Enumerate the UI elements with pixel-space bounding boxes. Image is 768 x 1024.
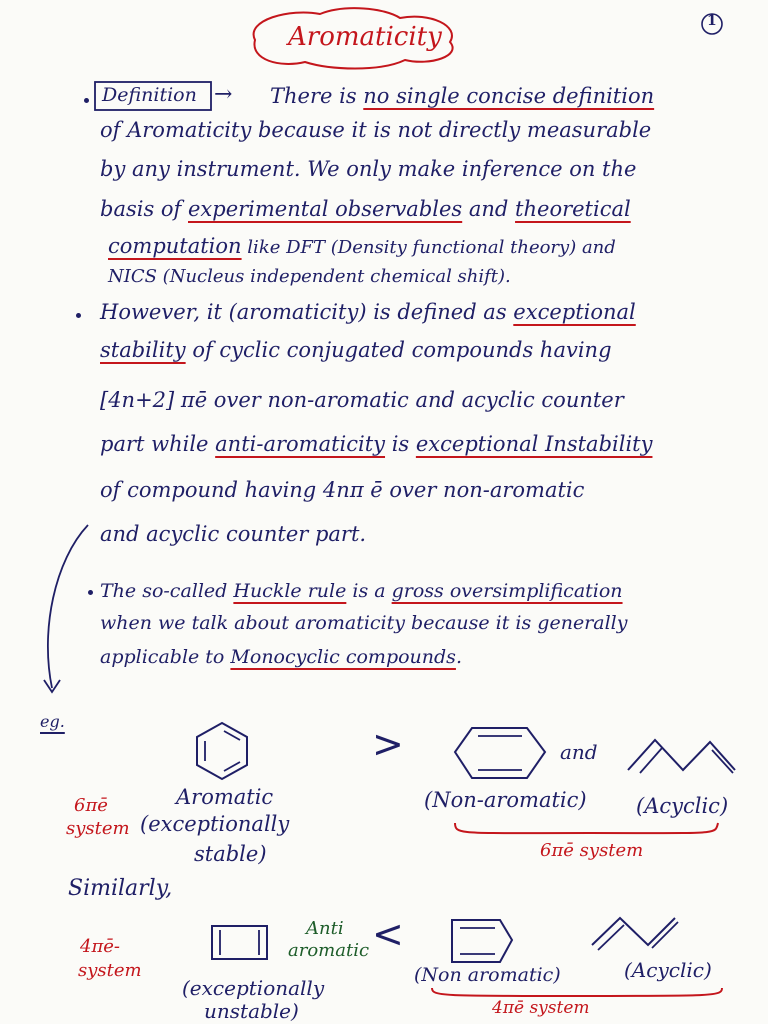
text-span: NICS (Nucleus independent chemical shift). <box>108 266 511 287</box>
text-span: when we talk about aromaticity because it is generally <box>100 612 628 634</box>
aromatic-note-1: (exceptionally <box>140 812 290 836</box>
definition-line-2 <box>100 118 651 142</box>
bullet-however <box>76 313 81 318</box>
non-aromatic-4pi-ring <box>452 920 512 962</box>
text-span: like DFT (Density functional theory) and <box>241 237 616 258</box>
text-span: of Aromaticity because it is not directly measurable <box>100 118 652 142</box>
underlined-phrase: experimental observables <box>188 197 463 221</box>
definition-line-4 <box>100 197 631 221</box>
system-4pi-label-b: system <box>78 960 142 981</box>
definition-line-3 <box>100 157 636 181</box>
underlined-phrase: gross oversimplification <box>391 580 623 602</box>
text-span: is <box>385 432 416 456</box>
text-span: part while <box>100 432 216 456</box>
left-curved-arrow <box>48 525 88 688</box>
page-number: 1 <box>707 13 717 29</box>
text-span: However, it (aromaticity) is defined as <box>100 300 514 324</box>
bracket-4pi <box>432 988 722 996</box>
greater-than-sign: > <box>372 722 404 766</box>
text-span: and <box>462 197 516 221</box>
acyclic-butadiene <box>592 918 678 950</box>
acyclic-label: (Acyclic) <box>636 794 729 818</box>
underlined-phrase: anti-aromaticity <box>215 432 386 456</box>
underlined-phrase: stability <box>100 338 186 362</box>
bracket-6pi-label: 6πē system <box>540 840 644 861</box>
bracket-6pi <box>455 823 718 833</box>
non-aromatic-ring <box>455 728 545 778</box>
definition-label: Definition <box>102 84 197 106</box>
underlined-phrase: computation <box>108 234 242 258</box>
however-line-6 <box>100 522 366 546</box>
underlined-phrase: exceptional <box>513 300 636 324</box>
however-line-3 <box>100 388 624 412</box>
anti-aromatic-label-1: Anti <box>306 918 344 939</box>
definition-line-5 <box>108 234 616 258</box>
system-6pi-label-b: system <box>66 818 130 839</box>
however-line-4 <box>100 432 652 456</box>
text-span: . <box>455 646 462 668</box>
underlined-phrase: Huckle rule <box>233 580 347 602</box>
text-span: and acyclic counter part. <box>100 522 367 546</box>
underlined-phrase: no single concise definition <box>363 84 655 108</box>
text-span: basis of <box>100 197 188 221</box>
however-line-2 <box>100 338 612 362</box>
underlined-phrase: exceptional Instability <box>415 432 653 456</box>
bracket-4pi-label: 4πē system <box>492 998 590 1018</box>
page-title: Aromaticity <box>288 22 442 52</box>
text-span: There is <box>270 84 364 108</box>
cyclobutadiene <box>212 926 267 959</box>
however-line-1 <box>100 300 636 324</box>
system-6pi-label-a: 6πē <box>74 795 108 816</box>
huckel-line-2 <box>100 612 627 634</box>
system-4pi-label-a: 4πē- <box>80 936 121 957</box>
text-span: The so-called <box>100 580 234 602</box>
aromatic-note-2: stable) <box>194 842 267 866</box>
aromatic-label: Aromatic <box>176 785 274 809</box>
text-span: applicable to <box>100 646 231 668</box>
less-than-sign: < <box>372 912 404 956</box>
acyclic-4pi-label: (Acyclic) <box>624 958 712 982</box>
huckel-line-3 <box>100 646 462 668</box>
non-aromatic-4pi-label: (Non aromatic) <box>414 964 561 986</box>
definition-arrow: → <box>214 82 233 107</box>
text-span: by any instrument. We only make inference on the <box>100 157 637 181</box>
text-span: of compound having 4nπ ē over non-aromatic <box>100 478 585 502</box>
unstable-note-1: (exceptionally <box>182 976 325 1000</box>
and-word: and <box>560 740 598 764</box>
text-span: is a <box>346 580 392 602</box>
underlined-phrase: Monocyclic compounds <box>230 646 456 668</box>
non-aromatic-label: (Non-aromatic) <box>424 788 587 812</box>
similarly-label: Similarly, <box>68 876 173 901</box>
text-span: [4n+2] πē over non-aromatic and acyclic counter <box>100 388 624 412</box>
huckel-line-1 <box>100 580 623 602</box>
definition-line-1 <box>270 84 654 108</box>
definition-line-6 <box>108 266 511 287</box>
however-line-5 <box>100 478 584 502</box>
benzene-molecule <box>197 723 247 779</box>
example-label: eg. <box>40 712 65 731</box>
underlined-phrase: theoretical <box>515 197 631 221</box>
bullet-definition <box>84 98 89 103</box>
anti-aromatic-label-2: aromatic <box>288 940 370 961</box>
bullet-huckel <box>88 590 93 595</box>
acyclic-hexatriene <box>628 740 735 773</box>
unstable-note-2: unstable) <box>204 999 299 1023</box>
text-span: of cyclic conjugated compounds having <box>185 338 612 362</box>
